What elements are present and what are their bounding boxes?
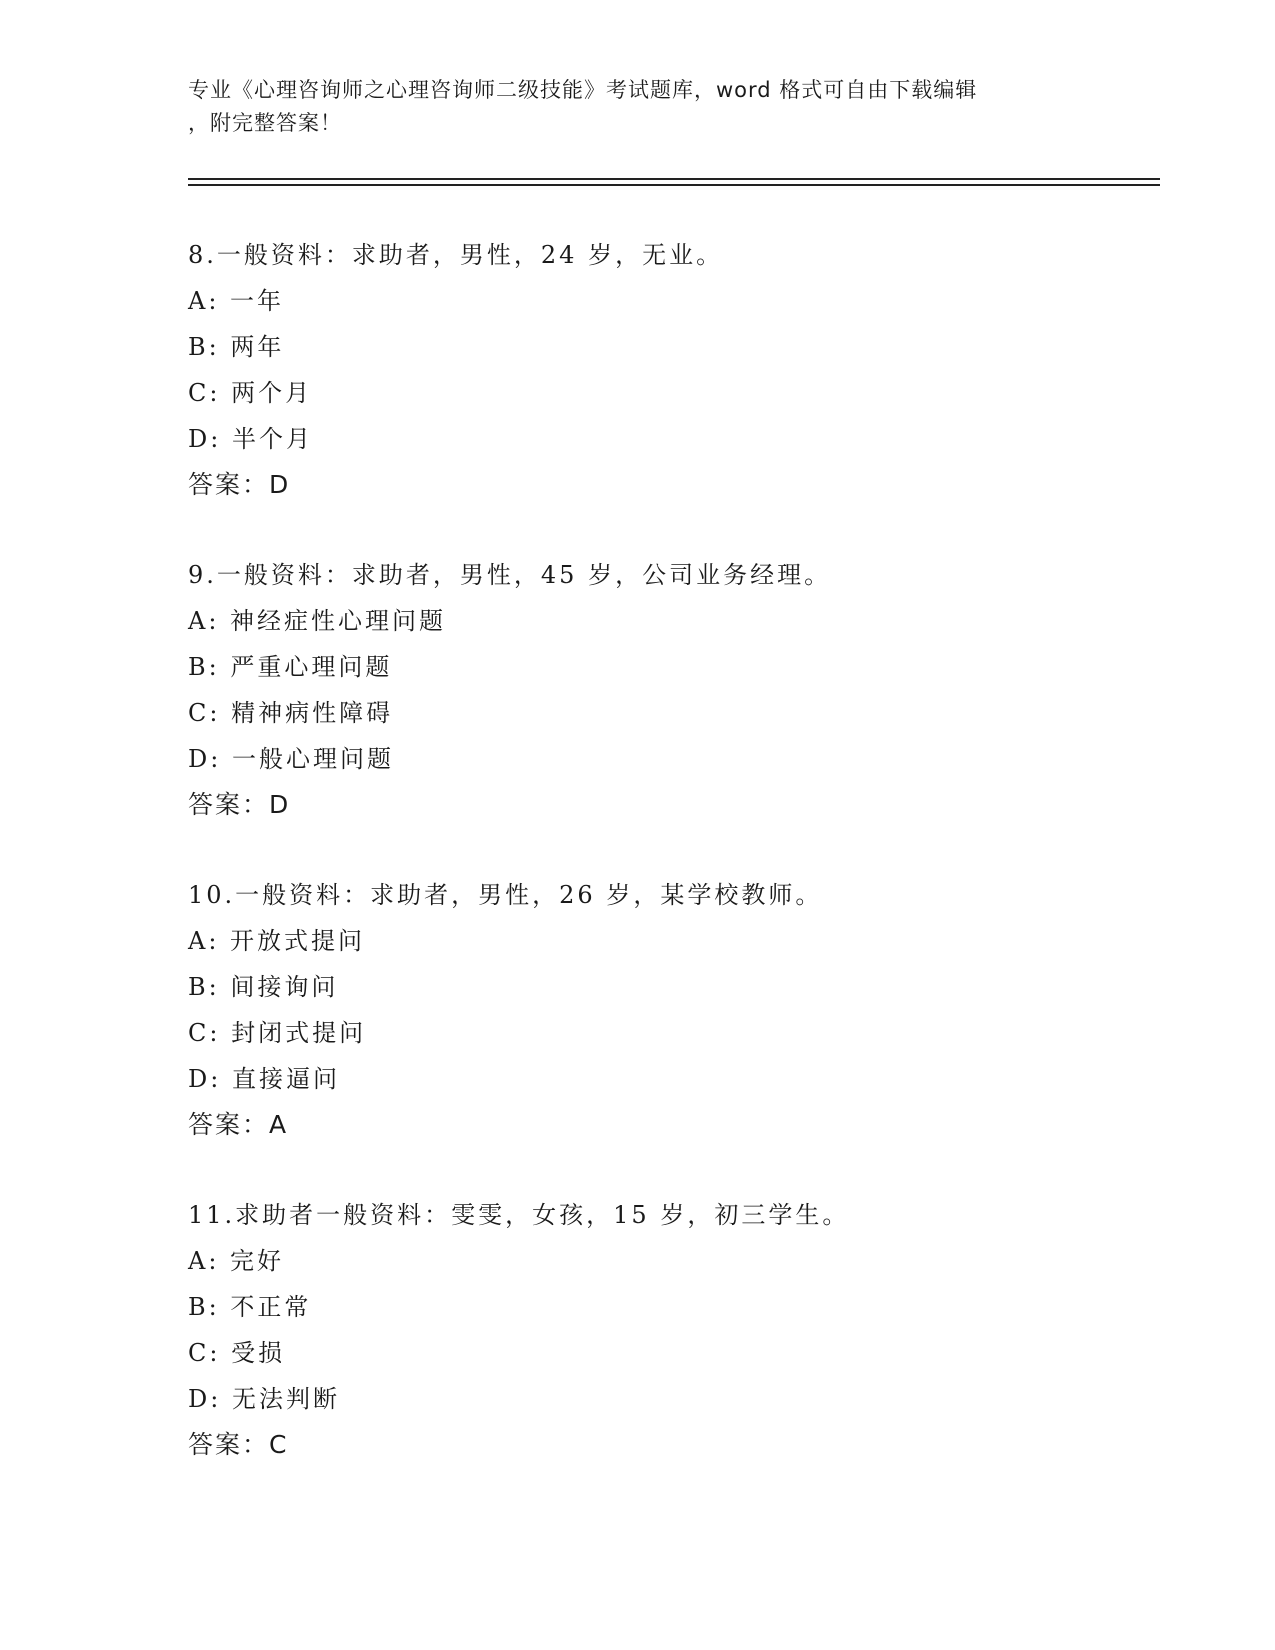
header-line-1: 专业《心理咨询师之心理咨询师二级技能》考试题库，word 格式可自由下载编辑 xyxy=(188,78,978,102)
option-d: D: 一般心理问题 xyxy=(188,745,394,773)
question-stem: 8.一般资料：求助者，男性，24 岁，无业。 xyxy=(188,241,724,269)
header-double-rule xyxy=(188,178,1160,186)
option-d: D: 直接逼问 xyxy=(188,1065,340,1093)
question-11 xyxy=(188,1192,1138,1468)
option-b: B: 间接询问 xyxy=(188,973,339,1001)
option-d: D: 无法判断 xyxy=(188,1385,340,1413)
option-c: C: 两个月 xyxy=(188,379,313,407)
option-b: B: 两年 xyxy=(188,333,285,361)
option-b: B: 不正常 xyxy=(188,1293,312,1321)
option-a: A: 完好 xyxy=(188,1247,285,1275)
option-a: A: 开放式提问 xyxy=(188,927,366,955)
option-c: C: 受损 xyxy=(188,1339,286,1367)
question-9 xyxy=(188,552,1138,828)
answer: 答案：C xyxy=(188,1430,289,1459)
option-c: C: 精神病性障碍 xyxy=(188,699,394,727)
option-a: A: 神经症性心理问题 xyxy=(188,607,447,635)
document-header xyxy=(188,74,1088,140)
answer: 答案：D xyxy=(188,790,291,819)
question-8 xyxy=(188,232,1138,508)
question-stem: 10.一般资料：求助者，男性，26 岁，某学校教师。 xyxy=(188,881,823,909)
option-b: B: 严重心理问题 xyxy=(188,653,393,681)
option-a: A: 一年 xyxy=(188,287,285,315)
question-stem: 9.一般资料：求助者，男性，45 岁，公司业务经理。 xyxy=(188,561,832,589)
option-d: D: 半个月 xyxy=(188,425,313,453)
option-c: C: 封闭式提问 xyxy=(188,1019,367,1047)
header-line-2: ，附完整答案！ xyxy=(188,111,342,135)
question-stem: 11.求助者一般资料：雯雯，女孩，15 岁，初三学生。 xyxy=(188,1201,850,1229)
question-10 xyxy=(188,872,1138,1148)
answer: 答案：A xyxy=(188,1110,289,1139)
answer: 答案：D xyxy=(188,470,291,499)
